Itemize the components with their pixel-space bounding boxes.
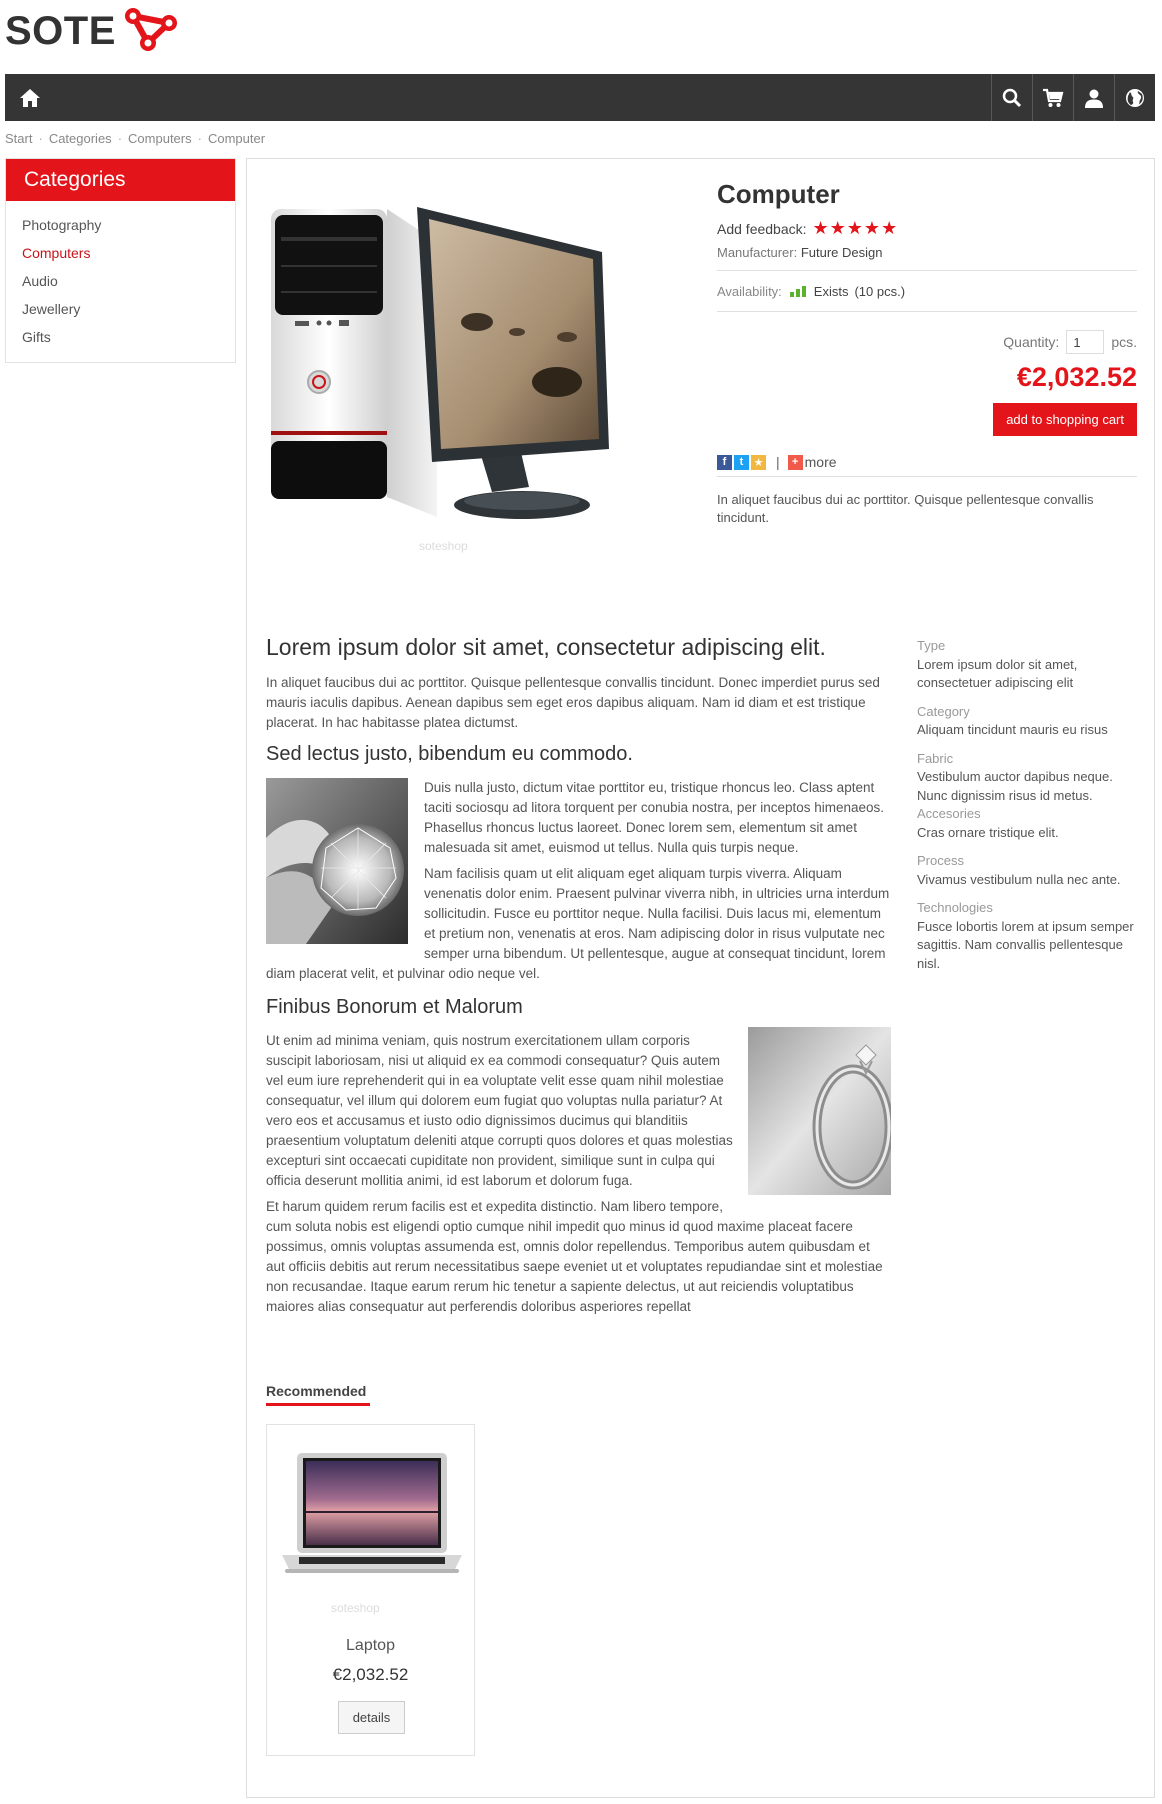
category-gifts[interactable]: Gifts (22, 329, 51, 345)
breadcrumb-separator: · (38, 131, 43, 146)
search-icon (1002, 88, 1022, 108)
manufacturer-value: Future Design (800, 245, 883, 260)
breadcrumb-separator: · (117, 131, 123, 146)
breadcrumb-categories[interactable]: Categories (48, 131, 112, 146)
add-feedback-link[interactable]: Add feedback: (717, 220, 807, 237)
breadcrumb (5, 131, 265, 146)
product-title: Computer (717, 179, 840, 209)
home-button[interactable] (5, 74, 55, 121)
language-button[interactable] (1114, 74, 1155, 121)
availability-label: Availability: (717, 283, 782, 299)
recommended-underline (266, 1403, 370, 1406)
top-nav-bar (5, 74, 1155, 121)
spec-value-category: Aliquam tincidunt mauris eu risus (917, 722, 1108, 737)
short-description: In aliquet faucibus dui ac porttitor. Quisque pellentesque convallis tincidunt. (717, 492, 1094, 525)
divider (717, 476, 1137, 477)
spec-label-category: Category (917, 703, 970, 719)
manufacturer-label: Manufacturer: (717, 245, 798, 260)
quantity-row (717, 330, 1137, 354)
categories-title: Categories (6, 159, 235, 201)
breadcrumb-computer[interactable]: Computer (207, 131, 266, 146)
cart-button[interactable] (1032, 74, 1073, 121)
share-separator: | (776, 454, 780, 470)
description-paragraph-5: Et harum quidem rerum facilis est et expedita distinctio. Nam libero tempore, cum soluta nobis est eligendi optio cumque nihil impedit quo minus id quod maxime placeat facere possimus, omnis voluptas assumenda est, omnis dolor repellendus. Temporibus autem quibusdam et aut officiis debitis aut rerum necessitatibus saepe eveniet ut et voluptates repudiandae sint et molestiae non recusandae. Itaque earum rerum hic tenetur a sapiente delectus, ut aut reiciendis voluptatibus maiores alias consequatur aut perferendis doloribus asperiores repellat (266, 1199, 883, 1314)
description-heading-2: Sed lectus justo, bibendum eu commodo. (266, 743, 633, 765)
recommended-product-name[interactable]: Laptop (346, 1637, 395, 1654)
logo-mark-icon (122, 6, 180, 56)
product-price: €2,032.52 (1016, 362, 1137, 392)
home-icon (19, 87, 41, 109)
logo-text: SOTE (5, 8, 116, 53)
category-computers[interactable]: Computers (22, 245, 91, 261)
product-info (717, 179, 1137, 527)
spec-value-fabric: Vestibulum auctor dapibus neque. Nunc dignissim risus id metus. (917, 769, 1113, 803)
user-icon (1084, 88, 1104, 108)
share-more-link[interactable]: more (804, 454, 837, 470)
top-nav-icons (991, 74, 1155, 121)
spec-value-accesories: Cras ornare tristique elit. (917, 824, 1059, 840)
availability-row (717, 271, 1137, 311)
search-button[interactable] (991, 74, 1032, 121)
description-paragraph-3: Nam facilisis quam ut elit aliquam eget aliquam turpis viverra. Aliquam venenatis dolor enim. Praesent pulvinar viverra nibh, in ultricies urna interdum sollicitudin. Fusce eu porttitor neque. Nulla facilisi. Duis lacus mi, elementum et pretium non, venenatis at eros. Nam adipiscing dolor in risus vulputate nec semper urna bibendum. Ut pellentesque, augue at consequat tincidunt, lorem diam placerat velit, et pulvinar odio neque vel. (266, 866, 890, 981)
manufacturer-row (717, 245, 1137, 260)
feedback-row (717, 218, 1137, 239)
divider (717, 311, 1137, 312)
twitter-share-icon[interactable]: t (734, 455, 749, 470)
product-description (266, 634, 891, 1317)
category-audio[interactable]: Audio (22, 273, 58, 289)
categories-panel (5, 158, 236, 363)
recommended-image-watermark: soteshop (331, 1601, 380, 1615)
add-to-cart-button[interactable]: add to shopping cart (993, 403, 1137, 436)
recommended-title: Recommended (266, 1383, 367, 1399)
laptop-image[interactable] (279, 1447, 465, 1597)
details-button[interactable]: details (338, 1701, 405, 1734)
share-row (717, 454, 1137, 470)
breadcrumb-computers[interactable]: Computers (128, 131, 192, 146)
silver-ring-image[interactable] (748, 1027, 891, 1195)
quantity-unit: pcs. (1111, 334, 1137, 350)
spec-label-accesories: Accesories (917, 806, 981, 821)
availability-count: (10 pcs.) (854, 283, 906, 299)
share-more-icon[interactable]: + (788, 455, 803, 470)
account-button[interactable] (1073, 74, 1114, 121)
product-image[interactable] (267, 187, 687, 567)
category-jewellery[interactable]: Jewellery (22, 301, 81, 317)
product-specs (917, 637, 1142, 983)
description-section-2 (266, 778, 891, 984)
breadcrumb-start[interactable]: Start (5, 131, 33, 146)
quantity-label: Quantity: (1003, 334, 1060, 350)
recommended-product-price: €2,032.52 (332, 1665, 409, 1684)
logo[interactable] (5, 6, 180, 56)
spec-value-technologies: Fusce lobortis lorem at ipsum semper sagittis. Nam convallis pellentesque nisl. (917, 918, 1134, 971)
spec-label-type: Type (917, 638, 946, 653)
product-panel (246, 158, 1155, 1798)
description-paragraph-4: Ut enim ad minima veniam, quis nostrum exercitationem ullam corporis suscipit laboriosam, nisi ut aliquid ex ea commodi consequatur? Quis autem vel eum iure reprehenderit qui in ea voluptate velit esse quam nihil molestiae consequatur, vel illum qui dolorem eum fugiat quo voluptas nulla pariatur? At vero eos et accusamus et iusto odio dignissimos ducimus qui blanditiis praesentium voluptatum deleniti atque corrupti quos dolores et quas molestias excepturi sint occaecati cupiditate non provident, similique sunt in culpa qui officia deserunt mollitia animi, id est laborum et dolorum fuga. (266, 1033, 733, 1188)
globe-icon (1125, 88, 1145, 108)
breadcrumb-separator: · (197, 131, 202, 146)
rating-stars-icon[interactable]: ★★★★★ (812, 218, 899, 238)
cart-icon (1042, 88, 1064, 108)
recommended-card (266, 1424, 475, 1756)
image-watermark: soteshop (419, 539, 468, 553)
description-heading-1: Lorem ipsum dolor sit amet, consectetur adipiscing elit. (266, 634, 826, 660)
favorite-share-icon[interactable]: ★ (751, 455, 766, 470)
spec-value-process: Vivamus vestibulum nulla nec ante. (917, 871, 1121, 887)
cart-row (717, 403, 1137, 436)
facebook-share-icon[interactable]: f (717, 455, 732, 470)
spec-value-type: Lorem ipsum dolor sit amet, consectetuer adipiscing elit (917, 656, 1078, 690)
description-paragraph-2: Duis nulla justo, dictum vitae porttitor eu, tristique rhoncus leo. Class aptent taciti sociosqu ad litora torquent per conubia nostra, per inceptos himenaeos. Phasellus rhoncus luctus laoreet. Donec lorem sem, elementum sit amet malesuada sit amet, euismod ut tellus. Nulla quis turpis neque. (424, 780, 885, 855)
description-paragraph-1: In aliquet faucibus dui ac porttitor. Quisque pellentesque convallis tincidunt. Donec imperdiet purus sed mauris iaculis dapibus. Aenean dapibus sem eget eros dapibus aliquam. Nam id diam et est tristique placerat. In hac habitasse platea dictumst. (266, 675, 880, 730)
availability-value: Exists (813, 283, 849, 299)
spec-label-fabric: Fabric (917, 750, 954, 766)
spec-label-technologies: Technologies (917, 900, 993, 915)
category-photography[interactable]: Photography (22, 217, 102, 233)
spec-label-process: Process (917, 853, 964, 868)
quantity-input[interactable] (1066, 330, 1104, 354)
availability-bars-icon (790, 286, 806, 297)
description-heading-3: Finibus Bonorum et Malorum (266, 996, 523, 1018)
diamond-ring-image[interactable] (266, 778, 408, 944)
computer-product-illustration (267, 187, 687, 567)
categories-list (6, 201, 235, 351)
description-section-3 (266, 1031, 891, 1317)
